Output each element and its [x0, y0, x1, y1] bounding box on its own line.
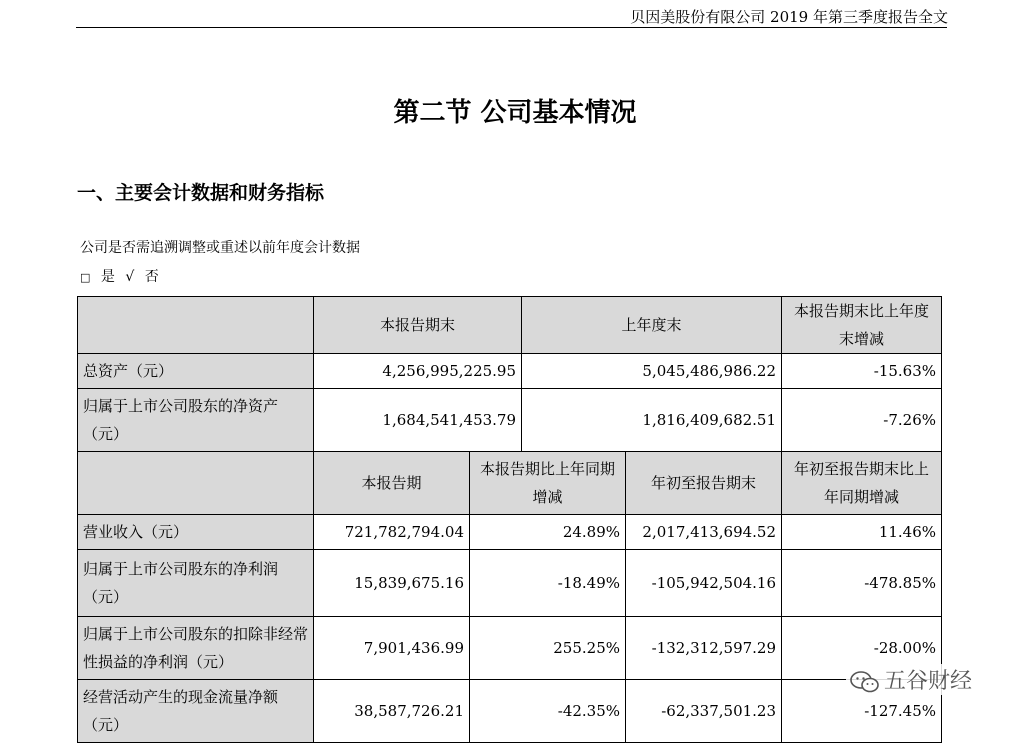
cell-value: -15.63% [782, 354, 942, 389]
cell-value: 2,017,413,694.52 [626, 515, 782, 550]
cell-value: 1,684,541,453.79 [314, 389, 522, 452]
answer-no: 否 [144, 269, 159, 285]
watermark-text: 五谷财经 [884, 669, 973, 694]
cell-value: 5,045,486,986.22 [522, 354, 782, 389]
wechat-icon [850, 671, 880, 693]
table-row [78, 354, 942, 389]
watermark [846, 664, 976, 695]
table2-header-quarter-change: 本报告期比上年同期增减 [470, 452, 626, 515]
table2-header-ytd-change: 年初至报告期末比上年同期增减 [782, 452, 942, 515]
cell-value: -42.35% [470, 680, 626, 743]
cell-value: 7,901,436.99 [314, 617, 470, 680]
table1-header-blank [78, 297, 314, 354]
cell-value: -478.85% [782, 550, 942, 617]
restatement-question: 公司是否需追溯调整或重述以前年度会计数据 [80, 240, 360, 256]
cell-value: -28.00% [782, 617, 942, 680]
cell-value: -132,312,597.29 [626, 617, 782, 680]
restatement-answer [80, 266, 165, 286]
table1-header-current: 本报告期末 [314, 297, 522, 354]
table2-header-ytd: 年初至报告期末 [626, 452, 782, 515]
table-row [78, 389, 942, 452]
table-row [78, 550, 942, 617]
cell-value: -7.26% [782, 389, 942, 452]
table-row [78, 515, 942, 550]
financial-table [77, 296, 942, 743]
table-row [78, 680, 942, 743]
table2-header-blank [78, 452, 314, 515]
subsection-title: 一、主要会计数据和财务指标 [77, 182, 325, 204]
row-label: 经营活动产生的现金流量净额（元） [78, 680, 314, 743]
header-rule [76, 27, 947, 28]
table-row [78, 617, 942, 680]
cell-value: -62,337,501.23 [626, 680, 782, 743]
cell-value: 721,782,794.04 [314, 515, 470, 550]
row-label: 归属于上市公司股东的净利润（元） [78, 550, 314, 617]
cell-value: -127.45% [782, 680, 942, 743]
checkbox-empty-icon: □ [80, 271, 91, 284]
row-label: 归属于上市公司股东的净资产（元） [78, 389, 314, 452]
section-title: 第二节 公司基本情况 [393, 98, 637, 128]
row-label: 归属于上市公司股东的扣除非经常性损益的净利润（元） [78, 617, 314, 680]
checkmark-icon: √ [125, 269, 135, 285]
table2-header-quarter: 本报告期 [314, 452, 470, 515]
cell-value: 24.89% [470, 515, 626, 550]
row-label: 营业收入（元） [78, 515, 314, 550]
cell-value: 11.46% [782, 515, 942, 550]
row-label: 总资产（元） [78, 354, 314, 389]
cell-value: 15,839,675.16 [314, 550, 470, 617]
running-header: 贝因美股份有限公司 2019 年第三季度报告全文 [630, 8, 948, 26]
table1-header-change: 本报告期末比上年度末增减 [782, 297, 942, 354]
answer-yes: 是 [100, 269, 115, 285]
cell-value: 4,256,995,225.95 [314, 354, 522, 389]
cell-value: 38,587,726.21 [314, 680, 470, 743]
cell-value: 1,816,409,682.51 [522, 389, 782, 452]
cell-value: -105,942,504.16 [626, 550, 782, 617]
cell-value: -18.49% [470, 550, 626, 617]
table1-header-prior: 上年度末 [522, 297, 782, 354]
cell-value: 255.25% [470, 617, 626, 680]
